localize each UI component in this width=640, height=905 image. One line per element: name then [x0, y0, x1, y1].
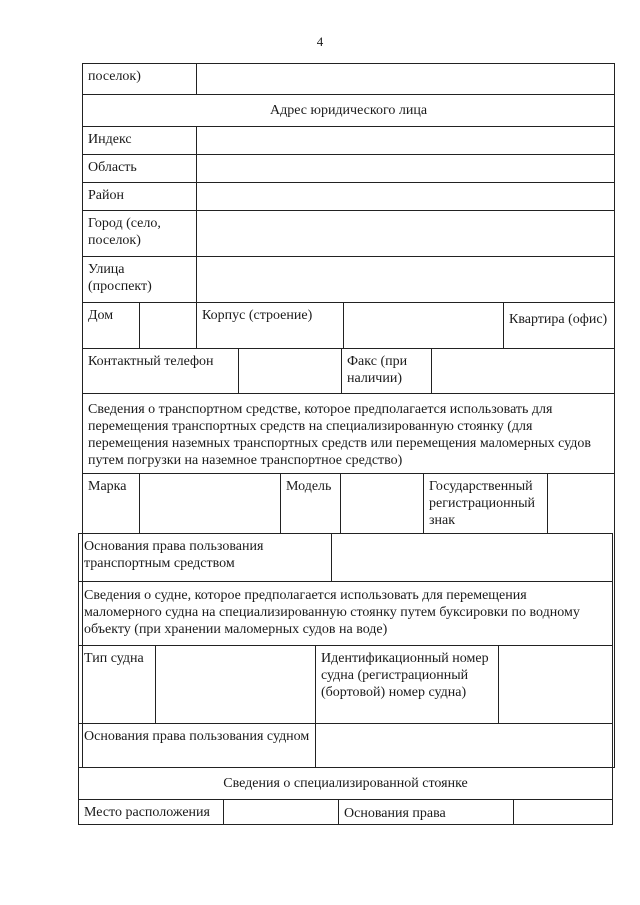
application-form-table-lower	[78, 533, 613, 825]
parking-info-header-row	[79, 767, 612, 799]
index-label: Индекс	[88, 132, 132, 147]
state-reg-sign-field[interactable]	[547, 474, 614, 534]
building-field[interactable]	[343, 303, 503, 348]
region-label: Область	[88, 160, 137, 175]
legal-address-header: Адрес юридического лица	[269, 103, 428, 118]
table-row-contacts	[83, 348, 614, 393]
contact-phone-label: Контактный телефон	[88, 354, 214, 369]
right-basis-label: Основания права	[338, 800, 513, 825]
vessel-id-number-field[interactable]	[498, 646, 612, 723]
vehicle-info-header-row	[83, 393, 614, 473]
page-number: 4	[316, 34, 324, 49]
street-label: Улица (проспект)	[88, 262, 152, 294]
location-field[interactable]	[223, 800, 338, 825]
vessel-right-basis-field[interactable]	[315, 724, 612, 767]
table-row-street	[83, 256, 614, 302]
table-row-city	[83, 210, 614, 256]
table-row-vehicle	[83, 473, 614, 534]
model-field[interactable]	[340, 474, 423, 534]
region-field[interactable]	[196, 155, 614, 182]
apartment-label: Квартира (офис)	[503, 303, 614, 348]
building-label: Корпус (строение)	[196, 303, 343, 348]
right-basis-field[interactable]	[513, 800, 612, 825]
location-label: Место расположения	[84, 805, 210, 820]
vessel-type-field[interactable]	[155, 646, 315, 723]
parking-info-header: Сведения о специализированной стоянке	[223, 776, 468, 791]
fax-field[interactable]	[431, 349, 614, 393]
vessel-info-header-row	[79, 581, 612, 645]
house-field[interactable]	[139, 303, 196, 348]
make-label: Марка	[88, 479, 127, 494]
vehicle-right-basis-field[interactable]	[331, 534, 612, 581]
street-field[interactable]	[196, 257, 614, 302]
table-row-house	[83, 302, 614, 348]
settlement-cont-field[interactable]	[196, 64, 614, 94]
district-field[interactable]	[196, 183, 614, 210]
contact-phone-field[interactable]	[238, 349, 341, 393]
table-row-region	[83, 154, 614, 182]
table-row-vessel	[79, 645, 612, 723]
table-row-district	[83, 182, 614, 210]
index-field[interactable]	[196, 127, 614, 154]
house-label: Дом	[88, 308, 114, 323]
city-field[interactable]	[196, 211, 614, 256]
vehicle-info-header: Сведения о транспортном средстве, которое предполагается использовать для перемещения транспортных средств на специализированную стоянку (для перемещения наземных транспортных средств или перемещения маломерных судов путем погрузки на наземное транспортное средство)	[88, 402, 592, 468]
table-row-settlement-cont	[83, 64, 614, 94]
vessel-id-number-label: Идентификационный номер судна (регистрационный (бортовой) номер судна)	[315, 646, 498, 723]
vessel-type-label: Тип судна	[84, 651, 144, 666]
district-label: Район	[88, 188, 124, 203]
table-row-location	[79, 799, 612, 825]
vessel-info-header: Сведения о судне, которое предполагается использовать для перемещения маломерного судна на специализированную стоянку путем буксировки по водному объекту (при хранении маломерных судов на воде)	[84, 588, 580, 637]
table-row-index	[83, 126, 614, 154]
vessel-right-basis-label: Основания права пользования судном	[84, 729, 310, 744]
make-field[interactable]	[139, 474, 280, 534]
table-row-vehicle-right	[79, 533, 612, 581]
table-row-vessel-right	[79, 723, 612, 767]
state-reg-sign-label: Государственный регистрационный знак	[423, 474, 547, 534]
legal-address-header-row	[83, 94, 614, 126]
settlement-cont-label: поселок)	[88, 69, 141, 84]
vehicle-right-basis-label: Основания права пользования транспортным средством	[84, 539, 264, 571]
fax-label: Факс (при наличии)	[341, 349, 431, 393]
city-label: Город (село, поселок)	[88, 216, 161, 248]
model-label: Модель	[280, 474, 340, 534]
